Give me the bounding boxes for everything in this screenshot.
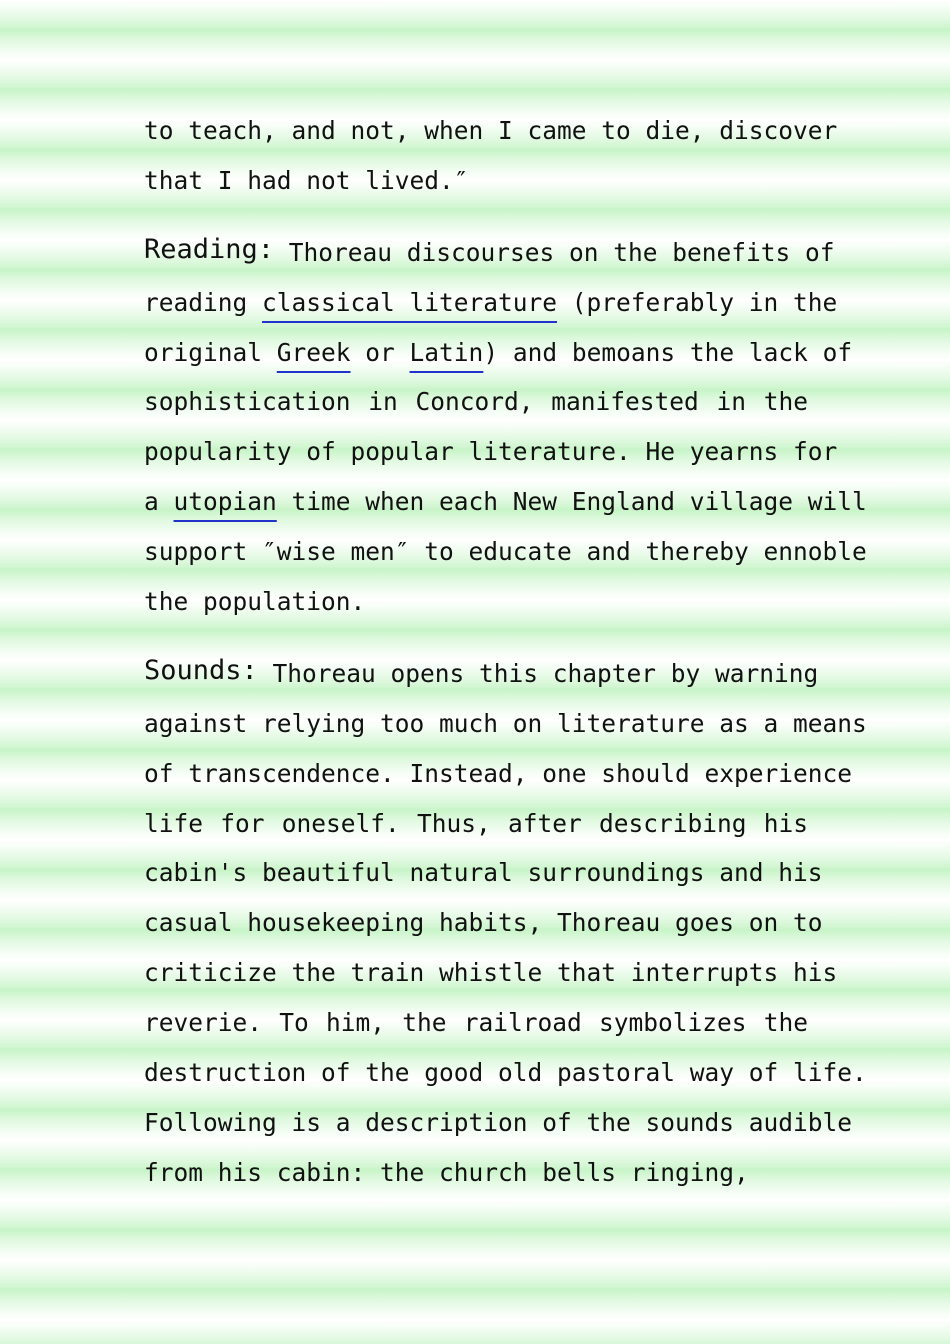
reading-line-6 (144, 477, 867, 527)
reading-line-2 (144, 278, 838, 328)
reading-line-2-pre: reading (144, 287, 263, 317)
intro-line-2: that I had not lived.″ (144, 165, 469, 195)
reading-heading: Reading: (144, 233, 275, 265)
sounds-line-7: criticize the train whistle that interrupts his (144, 958, 838, 988)
sounds-line-5: cabin's beautiful natural surroundings and his (144, 858, 823, 888)
reading-line-2-post: (preferably in the (557, 287, 838, 317)
sounds-line-1-text: Thoreau opens this chapter by warning (257, 658, 819, 688)
sounds-line-6: casual housekeeping habits, Thoreau goes on to (144, 908, 823, 938)
sounds-line-9: destruction of the good old pastoral way of life. (144, 1058, 867, 1088)
reading-line-3 (144, 328, 853, 378)
latin-link[interactable]: Latin (409, 337, 484, 367)
reading-line-6-post: time when each New England village will (276, 487, 867, 517)
reading-line-1-text: Thoreau discourses on the benefits of (274, 237, 835, 267)
sounds-line-4: life for oneself. Thus, after describing his (144, 808, 808, 838)
reading-line-5: popularity of popular literature. He yearns for (144, 437, 838, 467)
sounds-line-3: of transcendence. Instead, one should experience (144, 758, 853, 788)
sounds-line-8: reverie. To him, the railroad symbolizes the (144, 1008, 808, 1038)
reading-line-3-pre: original (144, 337, 277, 367)
paragraph-gap (144, 627, 808, 649)
intro-line-1: to teach, and not, when I came to die, discover (144, 116, 838, 145)
reading-line-1 (144, 228, 835, 278)
sounds-heading: Sounds: (144, 654, 258, 686)
reading-line-6-pre: a (144, 487, 174, 517)
utopian-link[interactable]: utopian (173, 487, 277, 517)
sounds-line-2: against relying too much on literature as a means (144, 708, 867, 738)
sounds-line-1 (144, 649, 819, 699)
document-page (144, 106, 867, 1198)
reading-line-8: the population. (144, 587, 366, 617)
greek-link[interactable]: Greek (276, 337, 351, 367)
paragraph-gap (144, 206, 808, 228)
reading-line-4: sophistication in Concord, manifested in the (144, 387, 808, 417)
reading-line-3-mid: or (350, 337, 410, 367)
classical-literature-link[interactable]: classical literature (262, 287, 558, 317)
reading-line-7: support ″wise men″ to educate and thereby ennoble (144, 537, 867, 567)
sounds-line-11: from his cabin: the church bells ringing, (144, 1157, 749, 1187)
sounds-line-10: Following is a description of the sounds audible (144, 1107, 853, 1137)
reading-line-3-post: ) and bemoans the lack of (483, 337, 853, 367)
